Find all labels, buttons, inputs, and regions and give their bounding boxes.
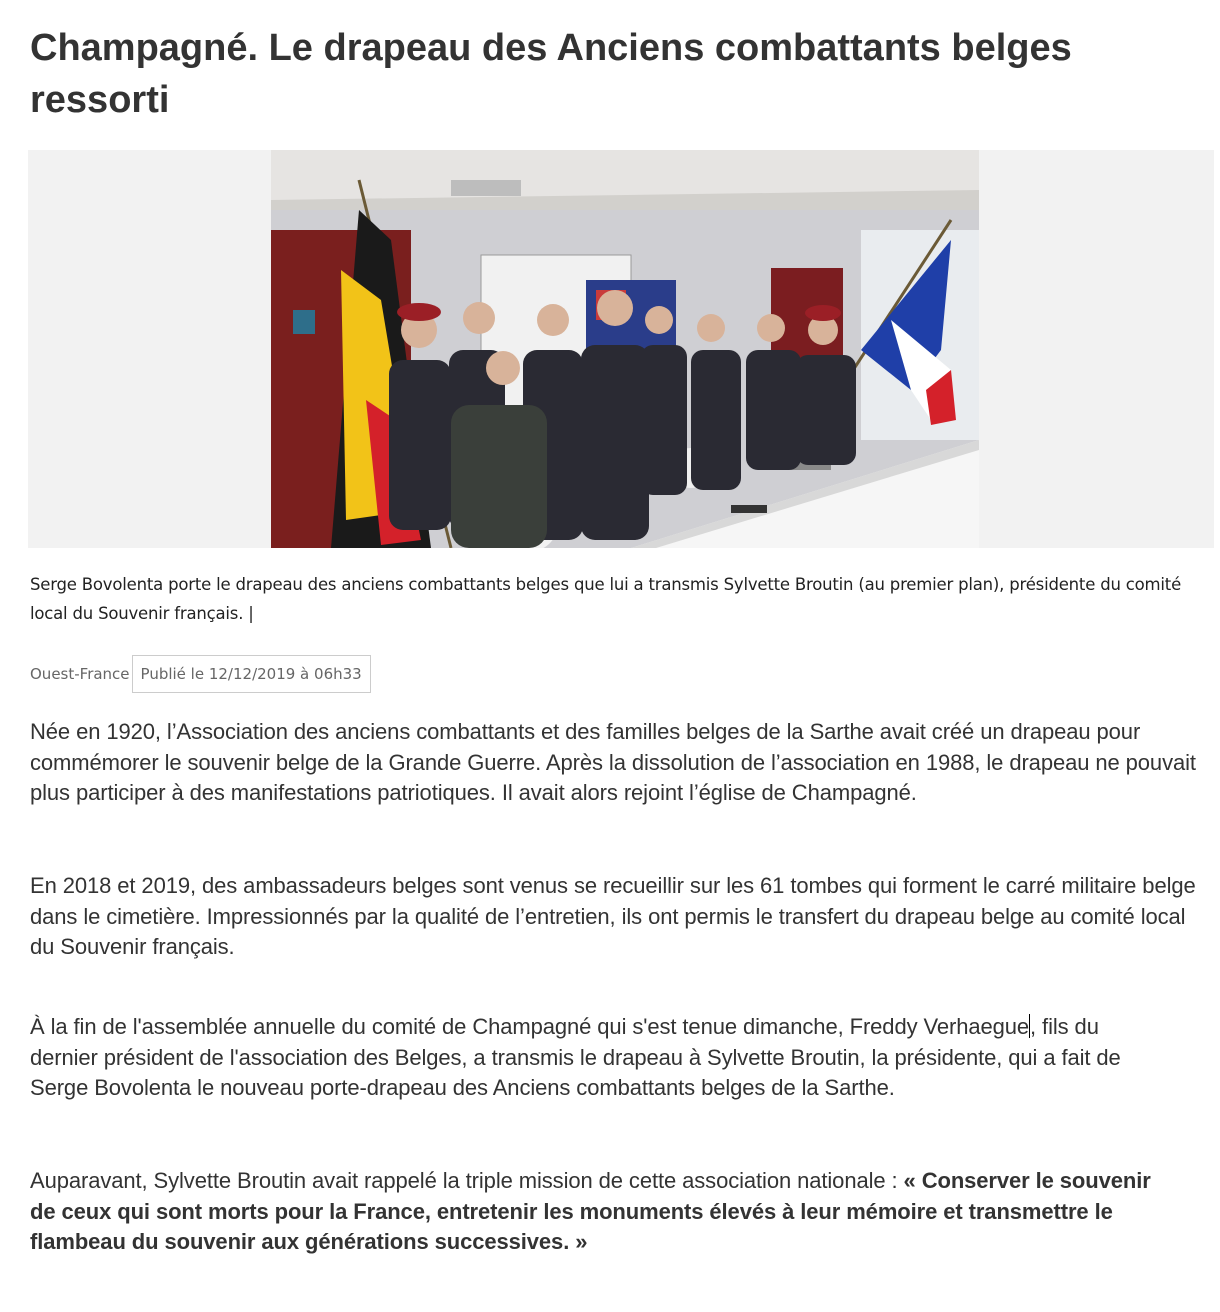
paragraph-3 [30, 1012, 1130, 1104]
article-meta [30, 654, 371, 694]
mission-quote: « Conserver le souvenir de ceux qui sont morts pour la France, entretenir les monuments élevés à leur mémoire et transmettre le flambeau du souvenir aux générations successives. » [30, 1168, 1151, 1254]
photo-caption: Serge Bovolenta porte le drapeau des anciens combattants belges que lui a transmis Sylvette Broutin (au premier plan), présidente du comité local du Souvenir français. | [30, 575, 1182, 623]
photo-frame [28, 150, 1214, 548]
publish-date: Publié le 12/12/2019 à 06h33 [132, 655, 371, 693]
paragraph-3-end: , fils du dernier président de l'association des Belges, a transmis le drapeau à Sylvette Broutin, la présidente, qui a fait de Serge Bovolenta le nouveau porte-drapeau des Anciens combattants belges de la Sarthe. [30, 1014, 1121, 1100]
article-photo [271, 150, 979, 548]
source-label: Ouest-France [30, 665, 130, 683]
paragraph-1: Née en 1920, l’Association des anciens combattants et des familles belges de la Sarthe avait créé un drapeau pour commémorer le souvenir belge de la Grande Guerre. Après la dissolution de l’association en 1988, le drapeau ne pouvait plus participer à des manifestations patriotiques. Il avait alors rejoint l’église de Champagné. [30, 719, 1196, 805]
article-title: Champagné. Le drapeau des Anciens combattants belges ressorti [30, 27, 1072, 121]
paragraph-4 [30, 1166, 1180, 1258]
paragraph-2: En 2018 et 2019, des ambassadeurs belges sont venus se recueillir sur les 61 tombes qui forment le carré militaire belge dans le cimetière. Impressionnés par la qualité de l’entretien, ils ont permis le transfert du drapeau belge au comité local du Souvenir français. [30, 873, 1196, 959]
paragraph-3-start: À la fin de l'assemblée annuelle du comité de Champagné qui s'est tenue dimanche, Freddy Verhaegue [30, 1014, 1030, 1039]
paragraph-4-intro: Auparavant, Sylvette Broutin avait rappelé la triple mission de cette association nationale : [30, 1168, 904, 1193]
